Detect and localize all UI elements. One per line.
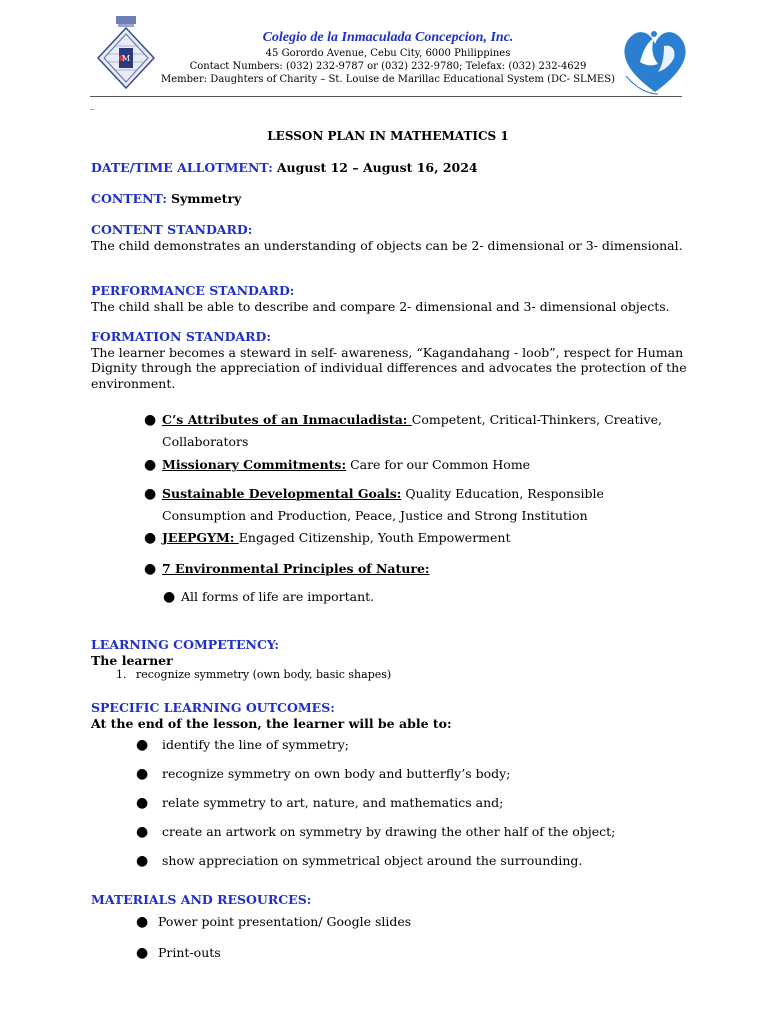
material-text: Print-outs (158, 945, 221, 960)
bullet-icon: ● (136, 853, 149, 869)
learning-competency-section (91, 637, 691, 668)
date-allotment-value: August 12 – August 16, 2024 (276, 160, 478, 175)
bullet-icon: ● (163, 589, 176, 605)
material-item (136, 911, 678, 933)
outcome-item (136, 850, 682, 872)
learning-competency-label: LEARNING COMPETENCY: (91, 637, 279, 652)
bullet-icon: ● (144, 530, 157, 546)
attribute-label: Missionary Commitments: (162, 457, 347, 472)
header-divider (90, 96, 682, 97)
materials-section (91, 892, 691, 908)
bullet-icon: ● (144, 457, 157, 473)
competency-number: 1. (116, 668, 127, 681)
outcome-text: create an artwork on symmetry by drawing the other half of the object; (162, 824, 616, 839)
attribute-item (144, 483, 632, 527)
header-dash: _ (90, 100, 95, 110)
bullet-icon: ● (144, 561, 157, 577)
environmental-principle-item (163, 586, 701, 608)
bullet-icon: ● (144, 486, 157, 502)
outcome-item (136, 734, 682, 756)
attribute-label: 7 Environmental Principles of Nature: (162, 561, 430, 576)
outcome-item (136, 763, 682, 785)
materials-label: MATERIALS AND RESOURCES: (91, 892, 312, 907)
attribute-label: Sustainable Developmental Goals: (162, 486, 402, 501)
material-item (136, 942, 678, 964)
date-allotment-row (91, 160, 478, 175)
bullet-icon: ● (136, 945, 149, 961)
outcomes-section (91, 700, 691, 731)
bullet-icon: ● (136, 795, 149, 811)
school-membership: Member: Daughters of Charity – St. Louise de Marillac Educational System (DC- SLMES) (161, 74, 615, 85)
outcome-text: recognize symmetry on own body and butterfly’s body; (162, 766, 511, 781)
bullet-icon: ● (144, 412, 157, 428)
outcome-item (136, 821, 682, 843)
content-standard-text: The child demonstrates an understanding of objects can be 2- dimensional or 3- dimensional. (91, 237, 683, 253)
formation-standard-label: FORMATION STANDARD: (91, 329, 271, 344)
environmental-principle-text: All forms of life are important. (181, 589, 375, 604)
attribute-text: Quality Education, Responsible Consumption and Production, Peace, Justice and Strong Institution (162, 486, 604, 523)
formation-standard-text: The learner becomes a steward in self- awareness, “Kagandahang - loob”, respect for Human Dignity through the appreciation of individual differences and advocates the protection of the environment. (91, 344, 687, 391)
content-standard-section (91, 222, 691, 253)
performance-standard-section (91, 283, 691, 314)
svg-text:M: M (121, 54, 131, 63)
attribute-item (144, 409, 662, 453)
bullet-icon: ● (136, 824, 149, 840)
outcome-text: relate symmetry to art, nature, and mathematics and; (162, 795, 504, 810)
attribute-item (144, 527, 682, 549)
outcome-text: show appreciation on symmetrical object around the surrounding. (162, 853, 583, 868)
bullet-icon: ● (136, 737, 149, 753)
date-allotment-label: DATE/TIME ALLOTMENT: (91, 160, 273, 175)
attribute-item (144, 558, 682, 580)
formation-standard-section (91, 329, 691, 391)
attribute-label: JEEPGYM: (162, 530, 239, 545)
content-value: Symmetry (170, 191, 242, 206)
lesson-plan-title: LESSON PLAN IN MATHEMATICS 1 (267, 129, 509, 143)
outcomes-label: SPECIFIC LEARNING OUTCOMES: (91, 700, 335, 715)
school-name: Colegio de la Inmaculada Concepcion, Inc. (262, 30, 514, 45)
attribute-text: Engaged Citizenship, Youth Empowerment (238, 530, 511, 545)
performance-standard-label: PERFORMANCE STANDARD: (91, 283, 295, 298)
bullet-icon: ● (136, 766, 149, 782)
content-standard-label: CONTENT STANDARD: (91, 222, 253, 237)
attribute-text: Care for our Common Home (346, 457, 531, 472)
competency-text: recognize symmetry (own body, basic shapes) (136, 668, 392, 681)
bullet-icon: ● (136, 914, 149, 930)
school-address: 45 Gorordo Avenue, Cebu City, 6000 Philippines (265, 48, 511, 59)
outcomes-sub: At the end of the lesson, the learner will be able to: (91, 715, 452, 731)
performance-standard-text: The child shall be able to describe and compare 2- dimensional and 3- dimensional objects. (91, 298, 670, 314)
learning-competency-sub: The learner (91, 652, 173, 668)
attribute-label: C’s Attributes of an Inmaculadista: (162, 412, 412, 427)
material-text: Power point presentation/ Google slides (158, 914, 412, 929)
outcome-text: identify the line of symmetry; (162, 737, 349, 752)
attribute-text: Competent, Critical-Thinkers, Creative, Collaborators (162, 412, 662, 449)
school-contact: Contact Numbers: (032) 232-9787 or (032) 232-9780; Telefax: (032) 232-4629 (189, 61, 587, 72)
attribute-item (144, 454, 682, 476)
content-label: CONTENT: (91, 191, 167, 206)
outcome-item (136, 792, 682, 814)
content-row (91, 191, 241, 206)
